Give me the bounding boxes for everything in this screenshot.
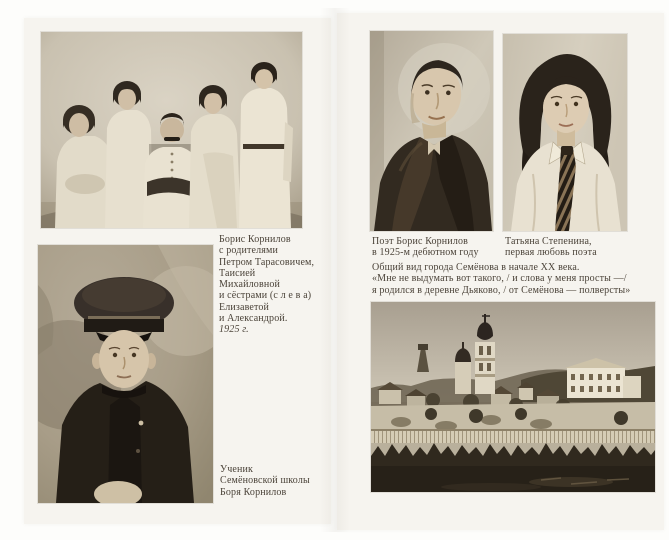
poet-portrait-photo — [370, 31, 493, 231]
poet-photo-caption — [372, 236, 522, 259]
town-panorama-photo — [371, 302, 655, 492]
family-photo-caption — [219, 234, 331, 336]
town-panorama-image — [371, 302, 655, 492]
town-photo-caption — [372, 262, 664, 296]
caption-line: Елизаветой — [219, 301, 270, 313]
tatyana-portrait-image — [503, 34, 627, 231]
caption-line: я родился в деревне Дьяково, / от Семёнова — полверсты» — [372, 284, 631, 296]
caption-year: 1925 г. — [219, 324, 249, 336]
caption-line: и сёстрами (с л е в а) — [219, 290, 312, 302]
caption-line: Ученик — [220, 464, 254, 475]
family-group-photo — [41, 32, 302, 228]
caption-line: Семёновской школы — [220, 475, 310, 487]
caption-line: Борис Корнилов — [219, 234, 291, 245]
caption-line: Петром Тарасовичем, — [219, 256, 315, 268]
caption-line: Татьяна Степенина, — [505, 236, 592, 247]
poet-portrait-image — [370, 31, 493, 231]
caption-line: Таисией — [219, 267, 256, 279]
caption-line: с родителями — [219, 245, 278, 257]
caption-line: Поэт Борис Корнилов — [372, 236, 468, 247]
caption-line: Общий вид города Семёнова в начале XX века. — [372, 262, 580, 273]
schoolboy-photo-image — [38, 245, 213, 503]
schoolboy-photo — [38, 245, 213, 503]
caption-line: Боря Корнилов — [220, 486, 287, 498]
caption-line: «Мне не выдумать вот такого, / и слова у меня просты —/ — [372, 273, 627, 285]
caption-line: и Александрой. — [219, 313, 288, 325]
caption-line: Михайловной — [219, 279, 280, 291]
schoolboy-photo-caption — [220, 464, 332, 498]
tatyana-photo-caption — [505, 236, 655, 259]
family-group-photo-image — [41, 32, 302, 228]
tatyana-portrait-photo — [503, 34, 627, 231]
caption-line: в 1925-м дебютном году — [372, 247, 479, 259]
caption-line: первая любовь поэта — [505, 247, 597, 259]
